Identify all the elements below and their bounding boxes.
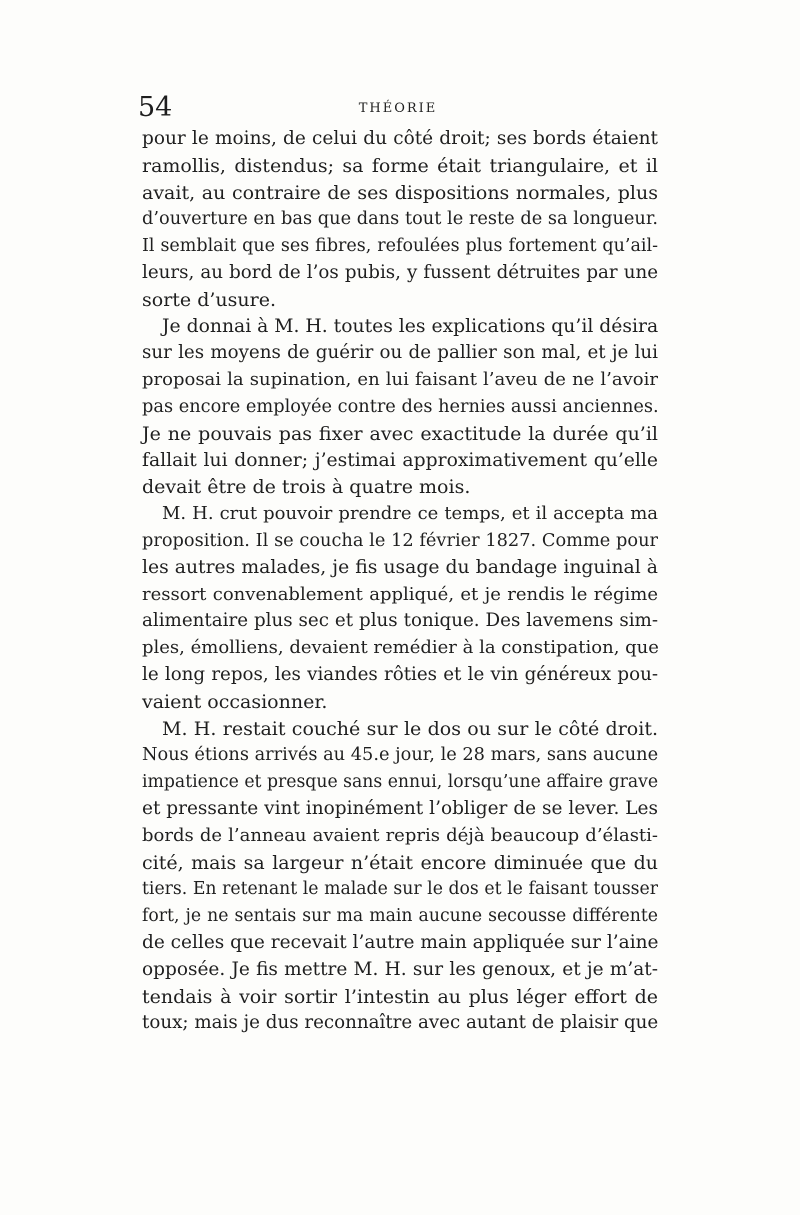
text-line: cité, mais sa largeur n’était encore diminuée que du [142, 851, 658, 874]
text-line: ramollis, distendus; sa forme était triangulaire, et il [142, 154, 658, 177]
text-line: les autres malades, je fis usage du bandage inguinal à [142, 556, 658, 578]
text-line: opposée. Je fis mettre M. H. sur les genoux, et je m’at- [142, 958, 658, 980]
text-line: vaient occasionner. [142, 690, 328, 713]
text-line: le long repos, les viandes rôties et le vin généreux pou- [142, 663, 658, 685]
text-line: leurs, au bord de l’os pubis, y fussent détruites par une [142, 261, 658, 283]
text-line: et pressante vint inopinément l’obliger de se lever. Les [142, 797, 658, 819]
text-line: Il semblait que ses fibres, refoulées plus fortement qu’ail- [142, 236, 658, 257]
text-line: de celles que recevait l’autre main appliquée sur l’aine [142, 931, 659, 953]
body-text [142, 126, 658, 1037]
text-line: devait être de trois à quatre mois. [142, 476, 471, 499]
text-line: M. H. restait couché sur le dos ou sur le côté droit. [162, 717, 658, 740]
text-line: tendais à voir sortir l’intestin au plus léger effort de [142, 985, 658, 1008]
text-line: pas encore employée contre des hernies aussi anciennes. [142, 396, 659, 417]
text-line: fallait lui donner; j’estimai approximativement qu’elle [142, 449, 658, 471]
text-line: Nous étions arrivés au 45.e jour, le 28 mars, sans aucune [142, 745, 659, 766]
text-line: ressort convenablement appliqué, et je rendis le régime [142, 583, 658, 605]
text-line: bords de l’anneau avaient repris déjà beaucoup d’élasti- [142, 824, 658, 846]
text-line: impatience et presque sans ennui, lorsqu’une affaire grave [142, 772, 659, 793]
text-line: avait, au contraire de ses dispositions normales, plus [142, 181, 658, 204]
text-line: Je ne pouvais pas fixer avec exactitude la durée qu’il [142, 422, 658, 445]
text-line: proposai la supination, en lui faisant l’aveu de ne l’avoir [142, 369, 658, 391]
text-line: proposition. Il se coucha le 12 février 1827. Comme pour [142, 530, 658, 551]
text-line: d’ouverture en bas que dans tout le reste de sa longueur. [142, 209, 658, 230]
text-line: ples, émolliens, devaient remédier à la constipation, que [142, 637, 659, 659]
page-number: 54 [138, 92, 173, 123]
text-line: alimentaire plus sec et plus tonique. Des lavemens sim- [142, 610, 658, 632]
text-line: M. H. crut pouvoir prendre ce temps, et il accepta ma [162, 503, 658, 525]
text-line: sorte d’usure. [142, 288, 276, 311]
text-line: Je donnai à M. H. toutes les explications qu’il désira [162, 315, 659, 337]
text-line: sur les moyens de guérir ou de pallier son mal, et je lui [142, 342, 658, 364]
running-head: THÉORIE [358, 101, 438, 116]
text-line: pour le moins, de celui du côté droit; ses bords étaient [142, 128, 658, 149]
text-line: tiers. En retenant le malade sur le dos et le faisant tousser [142, 879, 658, 900]
text-line: toux; mais je dus reconnaître avec autant de plaisir que [142, 1012, 659, 1034]
text-line: fort, je ne sentais sur ma main aucune secousse différente [142, 906, 658, 927]
page-header [138, 92, 658, 128]
